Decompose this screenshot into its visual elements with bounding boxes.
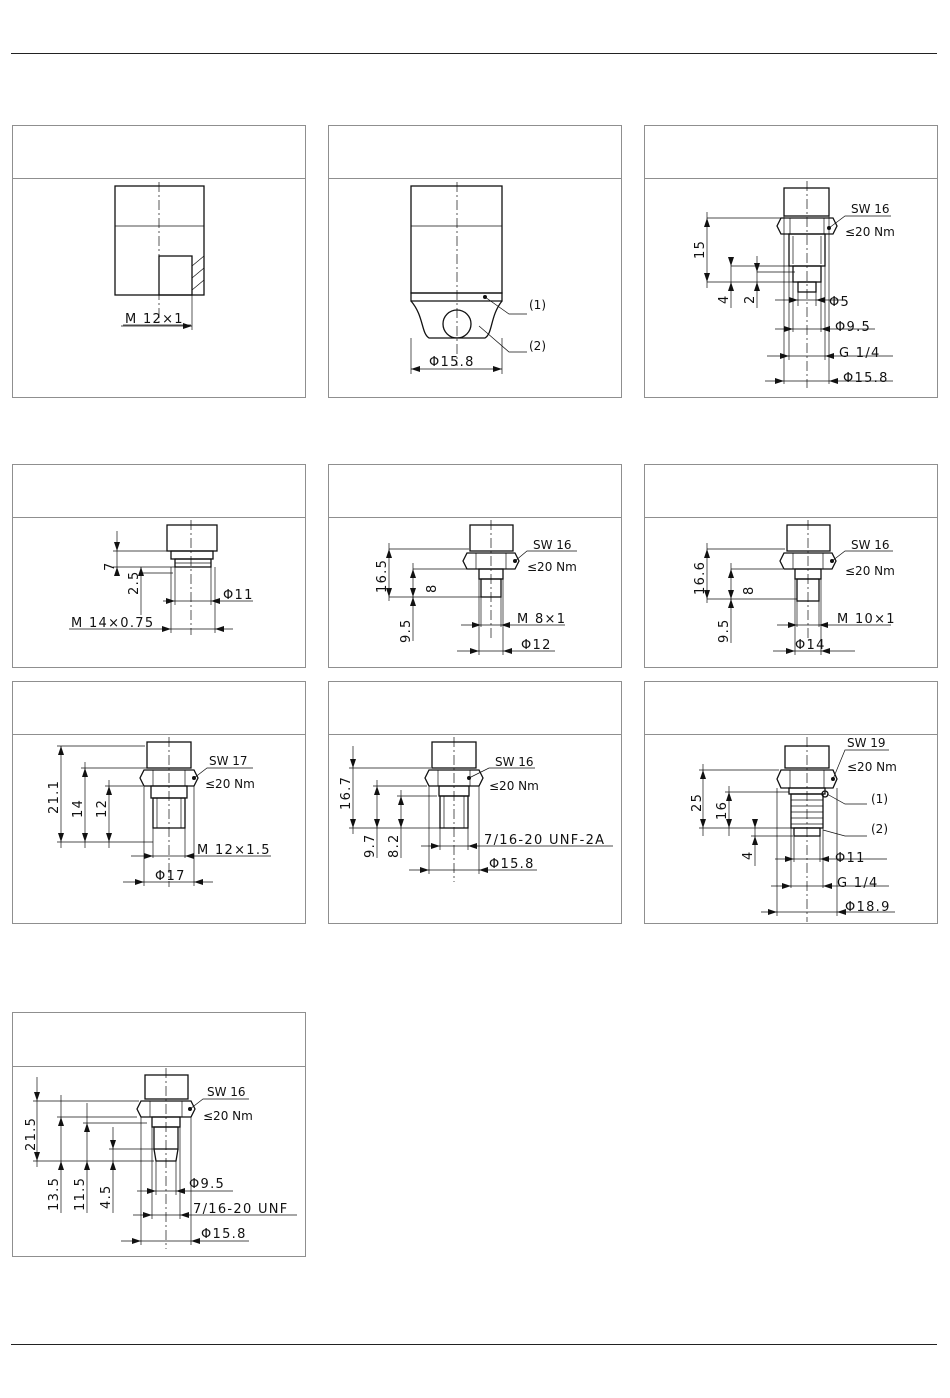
dimension-label: 21.5 <box>24 1116 39 1151</box>
dimension-line <box>832 551 893 561</box>
dimension-label: M 10×1 <box>837 612 896 627</box>
dimension-arrow <box>819 622 828 628</box>
dimension-line <box>823 830 867 836</box>
dim-diameter: Φ15.8 <box>429 355 475 370</box>
dimension-arrow <box>825 353 834 359</box>
dimension-label: Φ9.5 <box>189 1177 226 1192</box>
dimension-arrow <box>144 853 153 859</box>
dimension-label: G 1/4 <box>839 346 881 361</box>
dimension-label: 14 <box>71 798 86 818</box>
dimension-arrow <box>194 879 203 885</box>
drawing-10 <box>13 1013 307 1258</box>
dimension-label: 25 <box>690 792 705 812</box>
drawing-panel-5 <box>328 464 622 668</box>
dimension-line <box>192 268 204 278</box>
housing-outline <box>411 186 502 293</box>
dimension-arrow <box>143 1212 152 1218</box>
housing-outline <box>470 525 513 551</box>
dimension-label: 16.5 <box>375 558 390 593</box>
dimension-label: ≤20 Nm <box>845 564 895 578</box>
dimension-arrow <box>147 1188 156 1194</box>
dimension-label: SW 16 <box>851 538 890 552</box>
dimension-arrow <box>34 1152 40 1161</box>
dimension-arrow <box>780 353 789 359</box>
dimension-arrow <box>503 648 512 654</box>
drawing-9 <box>645 682 939 925</box>
dimension-arrow <box>350 819 356 828</box>
dimension-arrow <box>162 626 171 632</box>
housing-outline <box>167 525 217 551</box>
dimension-arrow <box>185 853 194 859</box>
dimension-arrow <box>82 768 88 777</box>
dimension-label: 4.5 <box>99 1184 114 1209</box>
dimension-arrow <box>728 282 734 291</box>
drawing-4 <box>13 465 307 669</box>
dimension-arrow <box>84 1161 90 1170</box>
dimension-label: ≤20 Nm <box>527 560 577 574</box>
thread-outline <box>159 256 192 295</box>
dimension-label: Φ15.8 <box>843 371 889 386</box>
dimension-arrow <box>816 297 825 303</box>
dimension-arrow <box>752 819 758 828</box>
dimension-arrow <box>829 378 838 384</box>
dimension-line <box>479 326 527 352</box>
drawing-panel-8 <box>328 681 622 924</box>
dimension-arrow <box>211 598 220 604</box>
dimension-arrow <box>34 1092 40 1101</box>
dimension-label: 8 <box>425 583 440 593</box>
drawing-7 <box>13 682 307 925</box>
dimension-arrow <box>468 843 477 849</box>
dimension-arrow <box>180 1212 189 1218</box>
dimension-arrow <box>110 1140 116 1149</box>
dimension-label: ≤20 Nm <box>847 760 897 774</box>
dimension-label: ≤20 Nm <box>489 779 539 793</box>
header-rule <box>11 53 937 54</box>
dimension-arrow <box>752 836 758 845</box>
dimension-arrow <box>700 770 706 779</box>
footer-rule <box>11 1344 937 1345</box>
dimension-arrow <box>704 549 710 558</box>
dimension-arrow <box>58 1161 64 1170</box>
dimension-arrow <box>191 1238 200 1244</box>
dimension-arrow <box>215 626 224 632</box>
dimension-label: 7 <box>103 561 118 571</box>
dimension-label: 13.5 <box>47 1176 62 1211</box>
dimension-label: Φ11 <box>835 851 866 866</box>
dimension-label: SW 16 <box>207 1085 246 1099</box>
dimension-arrow <box>374 786 380 795</box>
drawing-panel-9 <box>644 681 938 924</box>
dimension-arrow <box>135 879 144 885</box>
drawing-panel-10 <box>12 1012 306 1257</box>
housing-outline <box>145 1075 188 1099</box>
dimension-label: SW 19 <box>847 736 886 750</box>
dimension-label: 2.5 <box>127 570 142 595</box>
dimension-label: Φ14 <box>795 638 826 653</box>
housing-outline <box>784 188 829 216</box>
dimension-arrow <box>472 622 481 628</box>
dimension-label: 7/16-20 UNF <box>193 1202 289 1217</box>
dimension-arrow <box>398 796 404 805</box>
dimension-line <box>827 794 867 804</box>
dimension-arrow <box>728 599 734 608</box>
tightening-torque: ≤20 Nm <box>845 225 895 239</box>
dimension-arrow <box>431 843 440 849</box>
dimension-arrow <box>374 819 380 828</box>
dimension-arrow <box>704 273 710 282</box>
dimension-arrow <box>788 622 797 628</box>
dimension-arrow <box>784 326 793 332</box>
drawing-8 <box>329 682 623 925</box>
dimension-label: Φ11 <box>223 588 254 603</box>
dimension-label: Φ15.8 <box>489 857 535 872</box>
dimension-label: (2) <box>871 822 888 836</box>
dimension-arrow <box>775 378 784 384</box>
dimension-arrow <box>420 867 429 873</box>
dimension-label: SW 16 <box>495 755 534 769</box>
dimension-arrow <box>398 819 404 828</box>
dimension-arrow <box>106 786 112 795</box>
wrench-size: SW 16 <box>851 202 890 216</box>
dimension-arrow <box>789 297 798 303</box>
dimension-label: Φ17 <box>155 869 186 884</box>
drawing-panel-6 <box>644 464 938 668</box>
dimension-arrow <box>114 542 120 551</box>
dimension-label: 21.1 <box>47 779 62 814</box>
drawing-panel-3 <box>644 125 938 398</box>
dim-thread: M 12×1 <box>125 312 184 327</box>
dimension-line <box>190 1099 249 1109</box>
dimension-arrow <box>754 282 760 291</box>
dimension-label: 11.5 <box>73 1176 88 1211</box>
dimension-arrow <box>410 569 416 578</box>
drawing-panel-2 <box>328 125 622 398</box>
dimension-label: 15 <box>693 239 708 259</box>
dimension-label: Φ18.9 <box>845 900 891 915</box>
dimension-arrow <box>84 1123 90 1132</box>
housing-outline <box>787 525 830 551</box>
dimension-label: Φ5 <box>829 295 851 310</box>
dimension-arrow <box>166 598 175 604</box>
dimension-label: 7/16-20 UNF-2A <box>484 833 606 848</box>
dimension-arrow <box>386 549 392 558</box>
drawing-panel-4 <box>12 464 306 668</box>
dimension-label: Φ12 <box>521 638 552 653</box>
dimension-arrow <box>58 833 64 842</box>
dimension-arrow <box>786 648 795 654</box>
dimension-arrow <box>470 648 479 654</box>
dimension-label: 12 <box>95 798 110 818</box>
dimension-label: ≤20 Nm <box>205 777 255 791</box>
dimension-label: (1) <box>871 792 888 806</box>
drawing-5 <box>329 465 623 669</box>
dimension-arrow <box>728 257 734 266</box>
dimension-arrow <box>754 263 760 272</box>
dimension-label: G 1/4 <box>837 876 879 891</box>
dimension-label: 16.6 <box>693 560 708 595</box>
flush-diaphragm <box>411 301 502 338</box>
dimension-label: SW 17 <box>209 754 248 768</box>
dimension-arrow <box>58 1117 64 1126</box>
dimension-label: ≤20 Nm <box>203 1109 253 1123</box>
dimension-label: Φ15.8 <box>201 1227 247 1242</box>
dimension-arrow <box>106 833 112 842</box>
dimension-arrow <box>820 856 829 862</box>
dimension-arrow <box>726 792 732 801</box>
dimension-arrow <box>411 366 420 372</box>
drawing-3 <box>645 126 939 399</box>
dimension-arrow <box>58 746 64 755</box>
drawing-panel-7 <box>12 681 306 924</box>
dimension-arrow <box>785 856 794 862</box>
dimension-label: 16.7 <box>339 775 354 810</box>
dimension-arrow <box>704 218 710 227</box>
dimension-arrow <box>700 819 706 828</box>
dimension-label: SW 16 <box>533 538 572 552</box>
dimension-label: 4 <box>741 850 756 860</box>
dimension-arrow <box>768 909 777 915</box>
dimension-arrow <box>82 833 88 842</box>
callout-1: (1) <box>529 298 546 312</box>
dimension-arrow <box>479 867 488 873</box>
dimension-label: 8.2 <box>387 833 402 858</box>
drawing-6 <box>645 465 939 669</box>
dimension-arrow <box>410 588 416 597</box>
callout-2: (2) <box>529 339 546 353</box>
dimension-label: 2 <box>743 294 758 304</box>
dimension-line <box>192 280 204 290</box>
dimension-label: 9.7 <box>363 833 378 858</box>
dimension-label: 16 <box>715 800 730 820</box>
dimension-arrow <box>410 597 416 606</box>
dimension-arrow <box>782 883 791 889</box>
dimension-arrow <box>350 759 356 768</box>
dimension-arrow <box>823 883 832 889</box>
drawing-2 <box>329 126 623 399</box>
dimension-label: 9.5 <box>399 618 414 643</box>
dimension-line <box>192 256 204 266</box>
drawing-1 <box>13 126 307 399</box>
dimension-arrow <box>728 590 734 599</box>
dimension-label: 8 <box>742 585 757 595</box>
drawing-panel-1 <box>12 125 306 398</box>
dimension-label: M 12×1.5 <box>197 843 271 858</box>
dim-arrow <box>183 323 192 329</box>
dimension-arrow <box>110 1161 116 1170</box>
dimension-label: M 14×0.75 <box>71 616 155 631</box>
dimension-label: 4 <box>717 294 732 304</box>
dimension-label: 9.5 <box>717 618 732 643</box>
dimension-arrow <box>176 1188 185 1194</box>
dimension-arrow <box>132 1238 141 1244</box>
dimension-line <box>485 297 527 314</box>
part-outline <box>171 551 213 559</box>
dimension-arrow <box>728 569 734 578</box>
dimension-label: Φ9.5 <box>835 320 872 335</box>
dimension-arrow <box>493 366 502 372</box>
dimension-arrow <box>501 622 510 628</box>
dimension-label: M 8×1 <box>517 612 567 627</box>
